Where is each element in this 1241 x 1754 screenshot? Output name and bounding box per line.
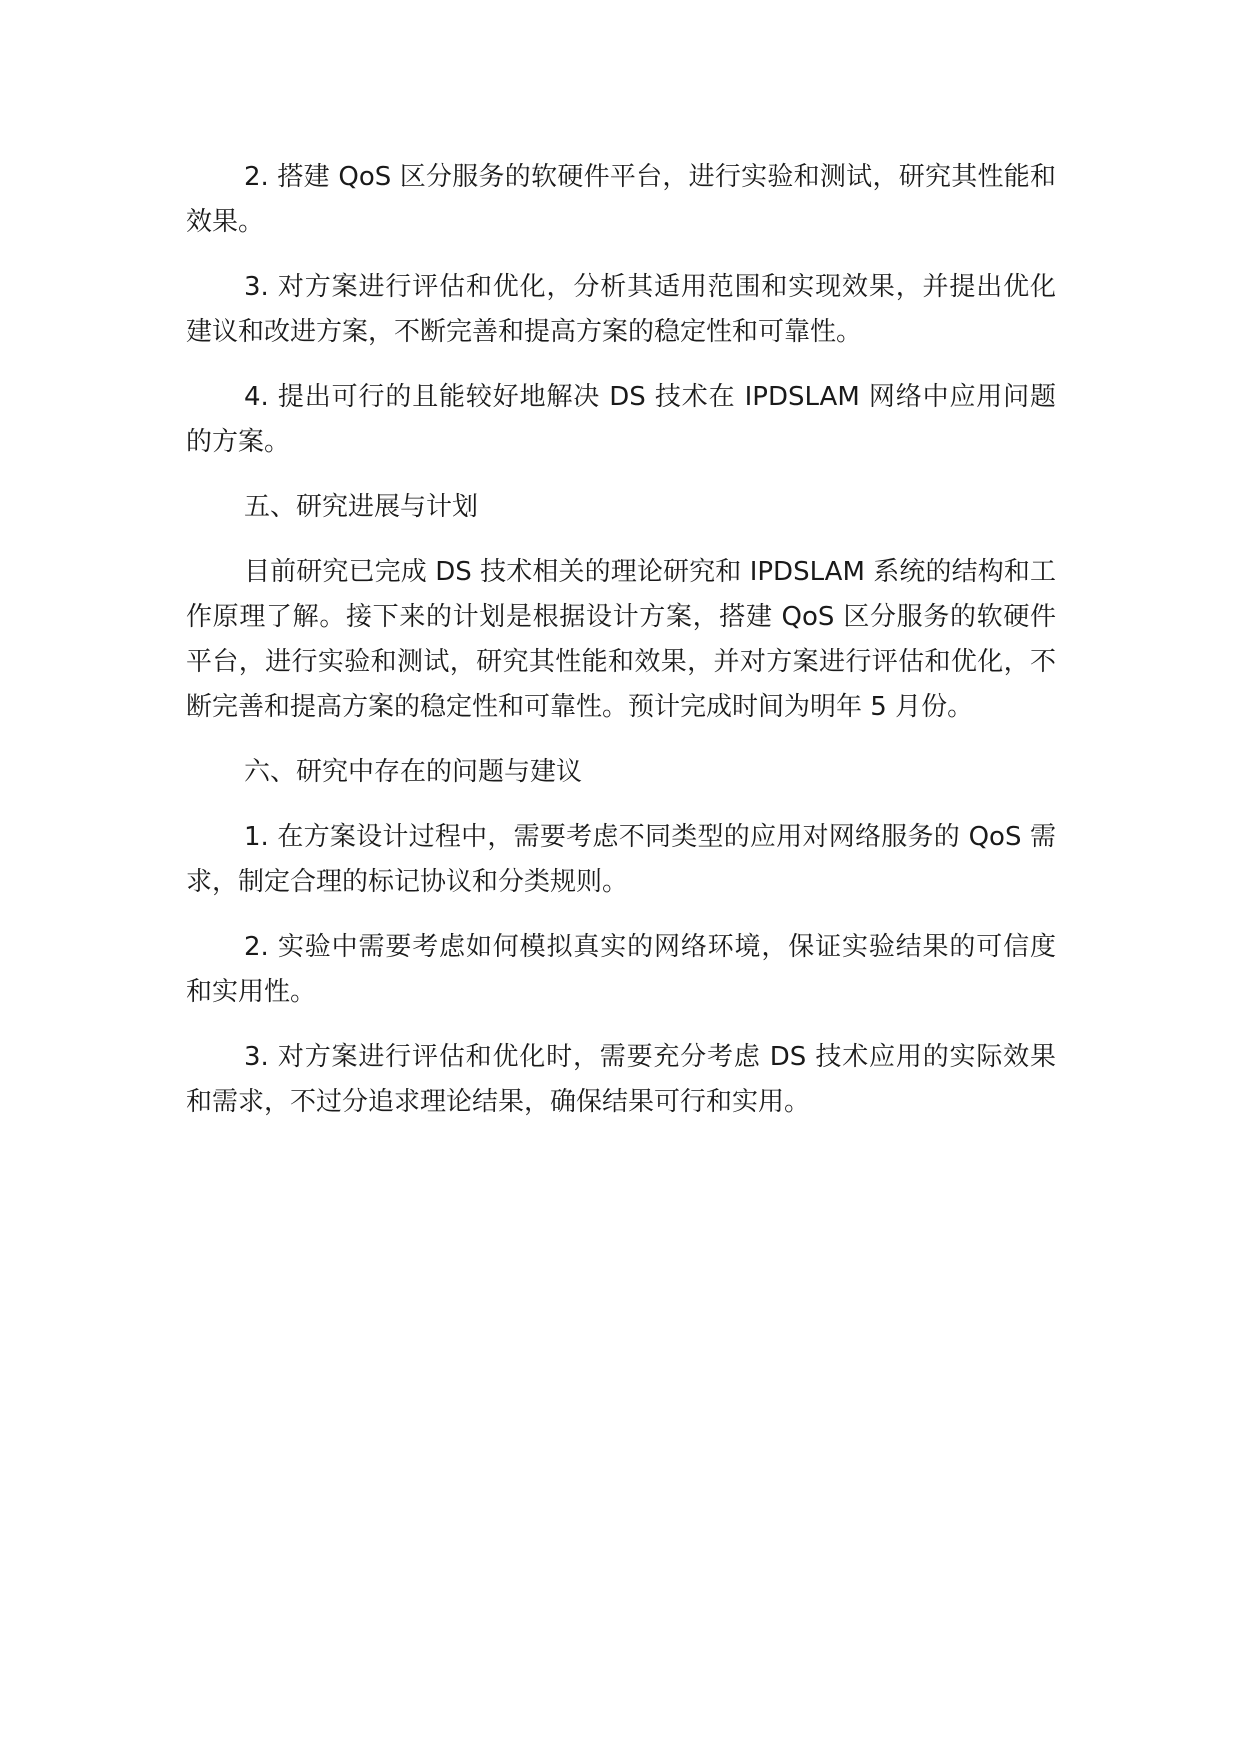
issue-item-3: 3. 对方案进行评估和优化时，需要充分考虑 DS 技术应用的实际效果和需求，不过分追求理论结果，确保结果可行和实用。 (186, 1042, 1056, 1117)
list-item-3-evaluation: 3. 对方案进行评估和优化，分析其适用范围和实现效果，并提出优化建议和改进方案，不断完善和提高方案的稳定性和可靠性。 (186, 272, 1056, 347)
list-item-2-platform: 2. 搭建 QoS 区分服务的软硬件平台，进行实验和测试，研究其性能和效果。 (186, 162, 1056, 237)
section-heading-issues-suggestions: 六、研究中存在的问题与建议 (244, 757, 583, 787)
issue-item-1: 1. 在方案设计过程中，需要考虑不同类型的应用对网络服务的 QoS 需求，制定合理的标记协议和分类规则。 (186, 822, 1056, 897)
document-body (186, 155, 1056, 1145)
list-item-4-solution: 4. 提出可行的且能较好地解决 DS 技术在 IPDSLAM 网络中应用问题的方案。 (186, 382, 1056, 457)
issue-item-2: 2. 实验中需要考虑如何模拟真实的网络环境，保证实验结果的可信度和实用性。 (186, 932, 1056, 1007)
progress-paragraph: 目前研究已完成 DS 技术相关的理论研究和 IPDSLAM 系统的结构和工作原理了解。接下来的计划是根据设计方案，搭建 QoS 区分服务的软硬件平台，进行实验和测试，研究其性能和效果，并对方案进行评估和优化，不断完善和提高方案的稳定性和可靠性。预计完成时间为明年 5 月份。 (186, 557, 1056, 722)
section-heading-progress-plan: 五、研究进展与计划 (244, 492, 479, 522)
